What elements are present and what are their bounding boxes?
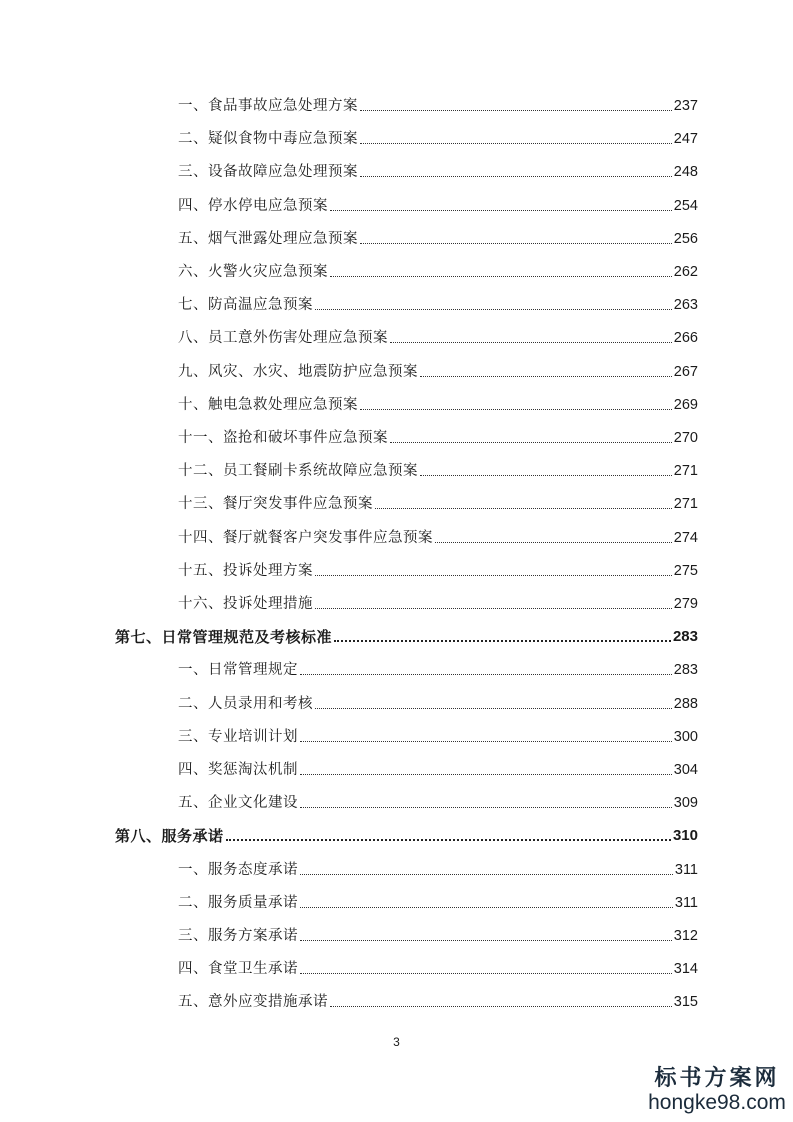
dot-leader (360, 110, 672, 111)
dot-leader (420, 376, 672, 377)
toc-entry-title: 第七、日常管理规范及考核标准 (115, 628, 333, 646)
dot-leader (315, 575, 672, 576)
watermark-site-name: 标书方案网 (654, 1065, 780, 1091)
toc-entry-title: 六、火警火灾应急预案 (178, 264, 328, 280)
toc-section-entry[interactable] (115, 525, 698, 547)
dot-leader (315, 708, 672, 709)
toc-entry-title: 七、防高温应急预案 (178, 297, 313, 313)
dot-leader (300, 874, 673, 875)
toc-chapter-entry[interactable] (115, 624, 698, 646)
dot-leader (300, 940, 672, 941)
dot-leader (300, 741, 672, 742)
dot-leader (330, 276, 672, 277)
toc-section-entry[interactable] (115, 325, 698, 347)
toc-section-entry[interactable] (115, 159, 698, 181)
dot-leader (300, 807, 672, 808)
toc-section-entry[interactable] (115, 724, 698, 746)
toc-section-entry[interactable] (115, 93, 698, 115)
toc-entry-page: 270 (673, 430, 698, 446)
toc-section-entry[interactable] (115, 790, 698, 812)
toc-entry-page: 237 (673, 98, 698, 114)
toc-section-entry[interactable] (115, 425, 698, 447)
toc-entry-page: 248 (673, 164, 698, 180)
toc-entry-title: 五、意外应变措施承诺 (178, 994, 328, 1010)
dot-leader (300, 973, 672, 974)
toc-section-entry[interactable] (115, 923, 698, 945)
toc-entry-page: 283 (673, 662, 698, 678)
toc-section-entry[interactable] (115, 392, 698, 414)
toc-entry-title: 十五、投诉处理方案 (178, 563, 313, 579)
toc-section-entry[interactable] (115, 857, 698, 879)
dot-leader (334, 640, 671, 642)
toc-section-entry[interactable] (115, 359, 698, 381)
toc-entry-page: 266 (673, 330, 698, 346)
toc-entry-title: 五、企业文化建设 (178, 795, 298, 811)
toc-entry-title: 十六、投诉处理措施 (178, 596, 313, 612)
toc-entry-page: 269 (673, 397, 698, 413)
toc-entry-title: 一、服务态度承诺 (178, 862, 298, 878)
toc-section-entry[interactable] (115, 126, 698, 148)
toc-entry-page: 304 (673, 762, 698, 778)
toc-entry-page: 263 (673, 297, 698, 313)
toc-entry-title: 二、服务质量承诺 (178, 895, 298, 911)
toc-entry-title: 五、烟气泄露处理应急预案 (178, 231, 358, 247)
toc-section-entry[interactable] (115, 558, 698, 580)
toc-section-entry[interactable] (115, 890, 698, 912)
toc-section-entry[interactable] (115, 657, 698, 679)
toc-entry-title: 四、停水停电应急预案 (178, 198, 328, 214)
site-watermark (642, 1065, 792, 1115)
dot-leader (330, 1006, 672, 1007)
toc-chapter-entry[interactable] (115, 823, 698, 845)
toc-entry-title: 八、员工意外伤害处理应急预案 (178, 330, 388, 346)
toc-entry-page: 271 (673, 496, 698, 512)
toc-section-entry[interactable] (115, 458, 698, 480)
toc-entry-title: 第八、服务承诺 (115, 827, 224, 845)
toc-entry-page: 247 (673, 131, 698, 147)
watermark-url: hongke98.com (648, 1091, 786, 1114)
dot-leader (360, 176, 672, 177)
dot-leader (300, 774, 672, 775)
toc-entry-page: 314 (673, 961, 698, 977)
toc-entry-page: 288 (673, 696, 698, 712)
toc-entry-page: 254 (673, 198, 698, 214)
dot-leader (315, 309, 672, 310)
toc-entry-title: 十二、员工餐刷卡系统故障应急预案 (178, 463, 418, 479)
dot-leader (330, 210, 672, 211)
toc-entry-page: 279 (673, 596, 698, 612)
toc-entry-title: 三、专业培训计划 (178, 729, 298, 745)
toc-entry-page: 271 (673, 463, 698, 479)
toc-entry-page: 311 (674, 895, 698, 911)
toc-section-entry[interactable] (115, 259, 698, 281)
toc-section-entry[interactable] (115, 691, 698, 713)
dot-leader (435, 542, 672, 543)
toc-entry-title: 三、设备故障应急处理预案 (178, 164, 358, 180)
toc-entry-title: 二、人员录用和考核 (178, 696, 313, 712)
toc-entry-page: 283 (672, 628, 698, 645)
toc-section-entry[interactable] (115, 292, 698, 314)
toc-entry-title: 十、触电急救处理应急预案 (178, 397, 358, 413)
toc-entry-title: 十一、盗抢和破坏事件应急预案 (178, 430, 388, 446)
dot-leader (360, 143, 672, 144)
dot-leader (420, 475, 672, 476)
dot-leader (360, 243, 672, 244)
toc-entry-page: 267 (673, 364, 698, 380)
dot-leader (390, 442, 672, 443)
dot-leader (315, 608, 672, 609)
page-number: 3 (393, 1035, 400, 1049)
toc-entry-page: 315 (673, 994, 698, 1010)
dot-leader (390, 342, 672, 343)
toc-entry-page: 312 (673, 928, 698, 944)
toc-entry-title: 一、日常管理规定 (178, 662, 298, 678)
toc-section-entry[interactable] (115, 193, 698, 215)
toc-entry-title: 三、服务方案承诺 (178, 928, 298, 944)
toc-section-entry[interactable] (115, 956, 698, 978)
toc-section-entry[interactable] (115, 989, 698, 1011)
dot-leader (300, 907, 673, 908)
toc-entry-title: 九、风灾、水灾、地震防护应急预案 (178, 364, 418, 380)
dot-leader (226, 839, 671, 841)
toc-entry-page: 262 (673, 264, 698, 280)
toc-entry-title: 二、疑似食物中毒应急预案 (178, 131, 358, 147)
toc-entry-title: 十四、餐厅就餐客户突发事件应急预案 (178, 530, 433, 546)
toc-entry-title: 四、奖惩淘汰机制 (178, 762, 298, 778)
toc-entry-title: 四、食堂卫生承诺 (178, 961, 298, 977)
dot-leader (375, 508, 672, 509)
toc-entry-page: 274 (673, 530, 698, 546)
toc-entry-page: 310 (672, 827, 698, 844)
toc-section-entry[interactable] (115, 226, 698, 248)
toc-section-entry[interactable] (115, 591, 698, 613)
dot-leader (300, 674, 672, 675)
toc-entry-title: 十三、餐厅突发事件应急预案 (178, 496, 373, 512)
toc-section-entry[interactable] (115, 491, 698, 513)
toc-entry-page: 309 (673, 795, 698, 811)
toc-entry-title: 一、食品事故应急处理方案 (178, 98, 358, 114)
toc-entry-page: 300 (673, 729, 698, 745)
toc-entry-page: 256 (673, 231, 698, 247)
toc-entry-page: 275 (673, 563, 698, 579)
toc-entry-page: 311 (674, 862, 698, 878)
dot-leader (360, 409, 672, 410)
toc-section-entry[interactable] (115, 757, 698, 779)
